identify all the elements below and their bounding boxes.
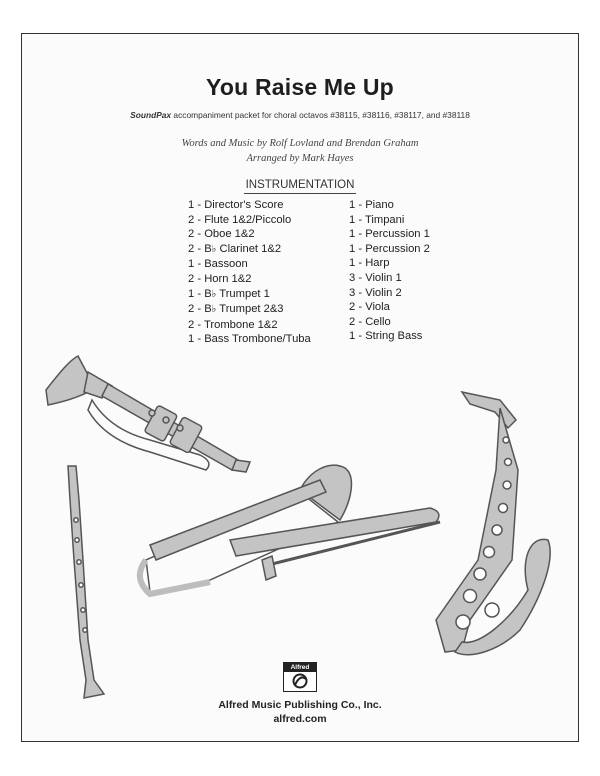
instrument-item: 1 - Piano [349,199,394,211]
instrument-item: 1 - Harp [349,257,390,270]
instrument-key: B [204,303,212,316]
instrument-item: 2 - Cello [349,315,391,328]
instrument-count: 2 [188,303,195,316]
trumpet-illustration [46,356,250,472]
instrument-name: Violin 1 [365,271,402,284]
instrument-count: 1 [188,199,195,211]
instrument-item: 1 - Timpani [349,213,405,226]
instrument-item: 1 - Director's Score [188,199,284,211]
instrument-name: Harp [365,257,390,270]
saxophone-illustration [436,392,550,655]
instrument-item: 3 - Violin 2 [349,286,402,299]
instrument-count: 2 [188,242,195,255]
flat-symbol: ♭ [211,243,217,255]
trombone-illustration [140,465,440,594]
flat-symbol: ♭ [211,304,217,316]
instrument-count: 1 [188,333,195,346]
instrument-item: 2 - Flute 1&2/Piccolo [188,213,292,226]
instrument-name: Viola [365,301,390,314]
instrument-count: 1 [349,228,356,241]
instrument-item: 2 - Horn 1&2 [188,272,252,285]
instrument-name: Percussion 1 [365,228,430,241]
instrument-item: 1 - Percussion 2 [349,242,430,255]
instrument-count: 1 [349,330,356,343]
flat-symbol: ♭ [211,288,217,300]
instrument-name: Cello [365,315,391,328]
instrument-count: 1 [188,258,195,271]
instrument-name: Trumpet 1 [216,287,270,300]
instrument-name: Flute 1&2/Piccolo [204,213,292,226]
instrument-name: Oboe 1&2 [204,228,255,241]
instrument-count: 2 [349,301,356,314]
instrument-item: 2 - Oboe 1&2 [188,228,255,241]
instrument-item: 2 - B♭ Trumpet 2&3 [188,303,284,316]
instrument-count: 3 [349,271,356,284]
instrument-name: Violin 2 [365,286,402,299]
instrument-item: 2 - Trombone 1&2 [188,318,278,331]
instrument-count: 1 [349,257,356,270]
instrument-key: B [204,242,212,255]
instrument-name: Clarinet 1&2 [216,242,282,255]
instrument-item: 1 - Percussion 1 [349,228,430,241]
instrument-name: Bass Trombone/Tuba [204,333,311,346]
instrument-key: B [204,287,212,300]
instrument-count: 2 [349,315,356,328]
instrument-name: Trumpet 2&3 [216,303,284,316]
arranger-credit: Arranged by Mark Hayes [246,153,354,164]
instrument-item: 1 - Bassoon [188,258,248,271]
instrument-name: Piano [365,199,394,211]
instrument-name: Bassoon [204,258,248,271]
website-url: alfred.com [273,713,327,725]
publisher-name: Alfred Music Publishing Co., Inc. [218,699,382,711]
instrument-item: 2 - Viola [349,301,390,314]
instrument-name: Director's Score [204,199,284,211]
instrument-name: Trombone 1&2 [203,318,278,331]
instrument-name: Percussion 2 [365,242,430,255]
instrumentation-heading: INSTRUMENTATION [244,179,356,194]
instrument-item: 3 - Violin 1 [349,271,402,284]
instrument-item: 1 - String Bass [349,330,423,343]
instrument-count: 2 [188,213,195,226]
logo-mark-icon [289,673,311,689]
instrument-item: 1 - Bass Trombone/Tuba [188,333,311,346]
instrument-item: 1 - B♭ Trumpet 1 [188,287,270,300]
alfred-logo [283,662,317,692]
instrument-name: Timpani [364,213,405,226]
clarinet-illustration [68,466,104,698]
instrument-count: 2 [188,228,195,241]
page-title: You Raise Me Up [206,74,394,100]
instrument-item: 2 - B♭ Clarinet 1&2 [188,242,282,255]
logo-wordmark: Alfred [284,663,316,672]
subtitle-text: accompaniment packet for choral octavos #38115, #38116, #38117, and #38118 [171,110,470,120]
instrument-name: Horn 1&2 [204,272,252,285]
instrument-count: 1 [349,242,356,255]
instrument-count: 2 [188,272,195,285]
instrument-count: 2 [188,318,195,331]
instrument-count: 1 [349,213,356,226]
instrument-count: 1 [349,199,356,211]
instrument-count: 3 [349,286,356,299]
instrument-count: 1 [188,287,195,300]
words-music-credit: Words and Music by Rolf Lovland and Brendan Graham [181,138,419,149]
instrument-name: String Bass [365,330,423,343]
brand-name: SoundPax [130,110,172,120]
